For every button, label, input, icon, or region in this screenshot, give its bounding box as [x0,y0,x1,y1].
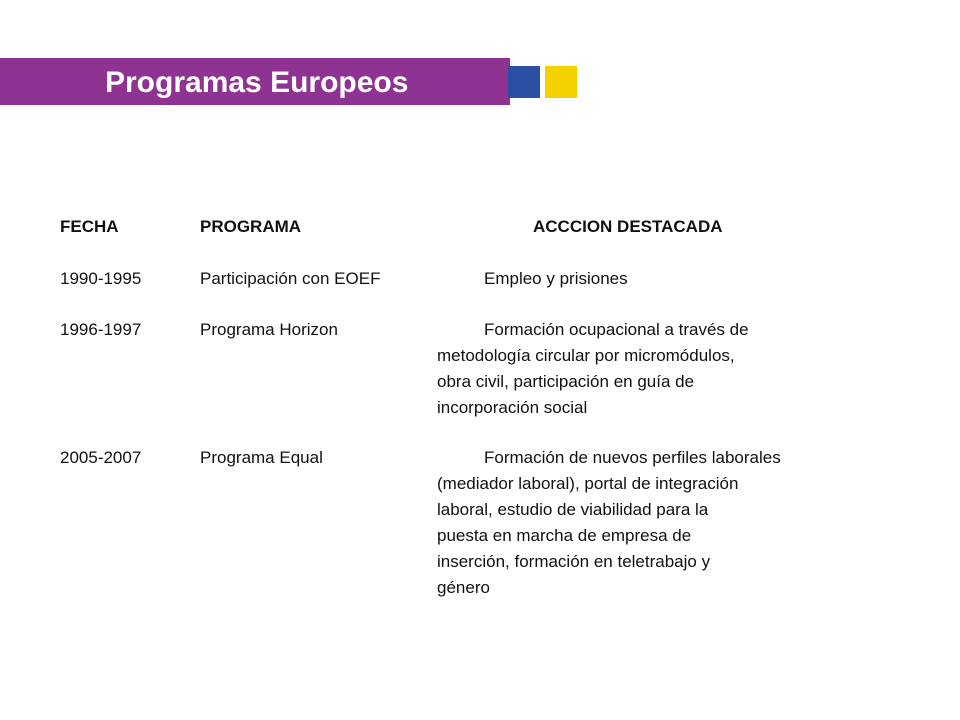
blue-square-decoration [508,66,540,98]
header-programa: PROGRAMA [200,217,302,236]
row-3-programa: Programa Equal [200,448,323,467]
header-fecha: FECHA [60,217,119,236]
row-3-accion-line: laboral, estudio de viabilidad para la [437,500,709,519]
row-2-accion-line: incorporación social [437,398,588,417]
row-1-accion-line: Empleo y prisiones [484,269,628,288]
row-2-accion-line: metodología circular por micromódulos, [437,346,735,365]
row-2-accion [437,317,749,421]
row-2-accion-line: obra civil, participación en guía de [437,372,695,391]
row-2-fecha: 1996-1997 [60,320,142,339]
row-3-accion [437,445,781,601]
row-2-programa: Programa Horizon [200,320,338,339]
title-bar [0,58,510,105]
row-1-fecha: 1990-1995 [60,269,142,288]
row-2-accion-line: Formación ocupacional a través de [484,320,749,339]
row-3-accion-line: género [437,578,490,597]
slide-title: Programas Europeos [105,66,409,99]
row-3-accion-line: Formación de nuevos perfiles laborales [484,448,781,467]
header-accion: ACCCION DESTACADA [533,217,723,236]
row-3-accion-line: inserción, formación en teletrabajo y [437,552,711,571]
row-3-accion-line: (mediador laboral), portal de integración [437,474,739,493]
row-3-fecha: 2005-2007 [60,448,142,467]
row-1-accion [437,266,628,292]
yellow-square-decoration [545,66,577,98]
row-3-accion-line: puesta en marcha de empresa de [437,526,692,545]
row-1-programa: Participación con EOEF [200,269,381,288]
